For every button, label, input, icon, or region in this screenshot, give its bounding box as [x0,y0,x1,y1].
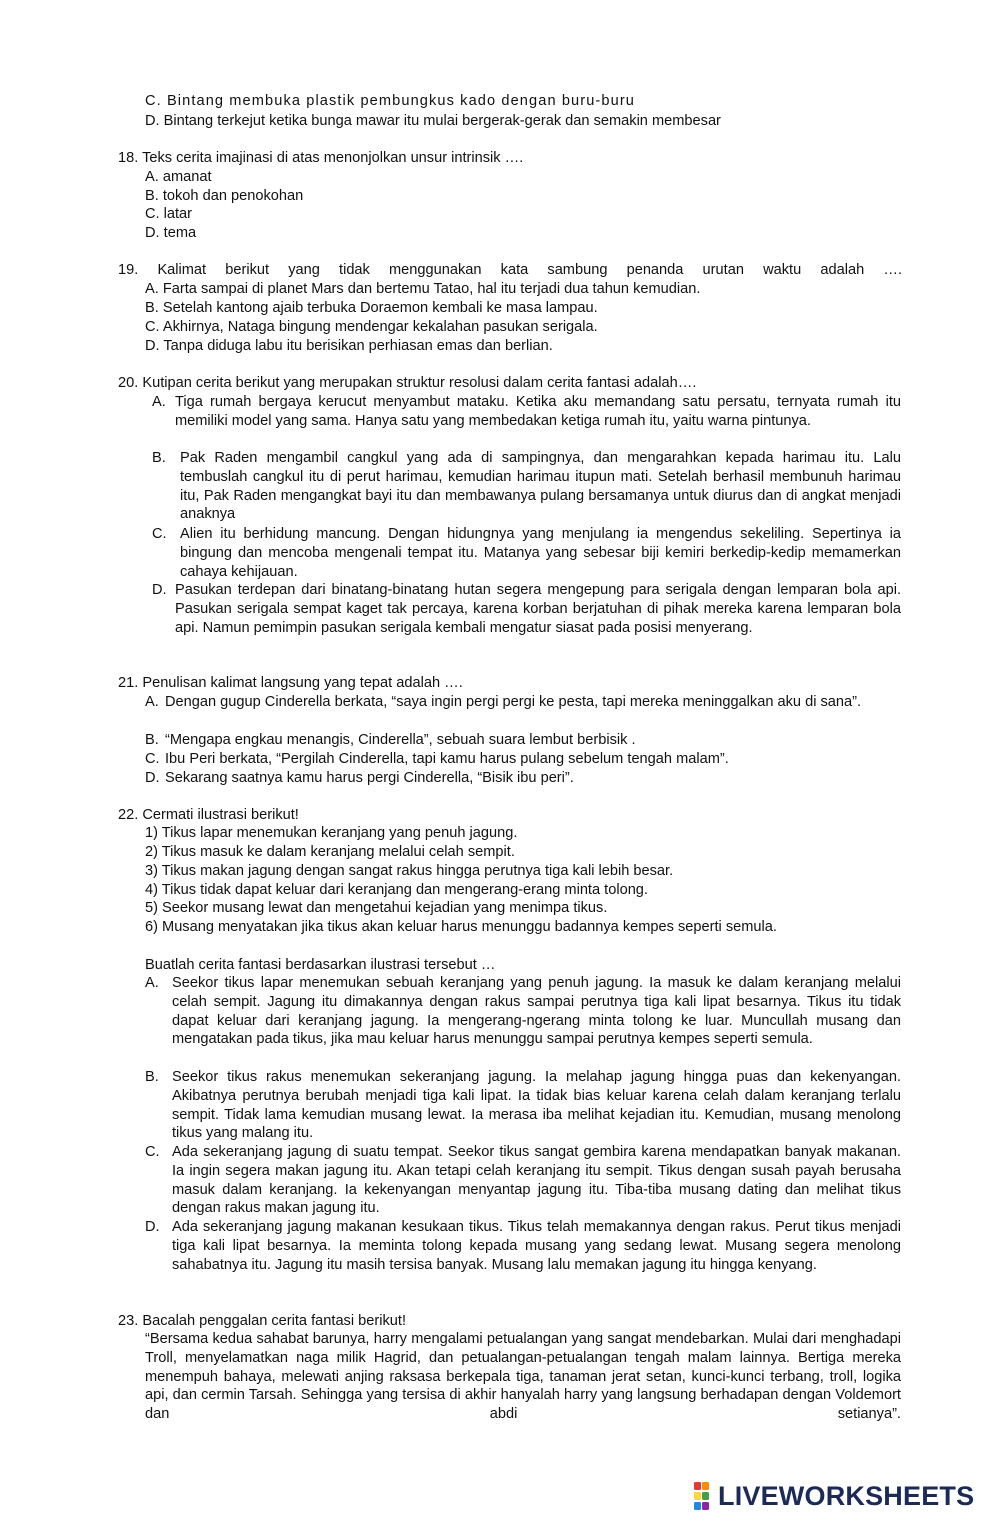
q22-option-a-text: Seekor tikus lapar menemukan sebuah keranjang yang penuh jagung. Ia masuk ke dalam keranjang melalui celah sempit. Jagung itu dimakannya dengan rakus sampai perutnya tiga kali lipat besarnya. Tikus itu tidak dapat keluar dari keranjang jagung. Ia mengerang-ngerang minta tolong ke luar. Muncullah musang dan mengatakan pada tikus, jika mau keluar harus menunggu sampai perutnya kempes seperti semula. [172,975,901,1048]
q20-option-c-text: Alien itu berhidung mancung. Dengan hidungnya yang menjulang ia mengendus sekeliling. Sepertinya ia bingung dan mencoba mengenali tempat itu. Matanya yang sebesar biji kemiri berkedip-kedip memamerkan cahaya kehijauan. [180,526,901,580]
q20-option-c[interactable] [180,525,901,581]
q22-option-b-text: Seekor tikus rakus menemukan sekeranjang jagung. Ia melahap jagung hingga puas dan kekenyangan. Akibatnya perutnya berubah menjadi tiga kali lipat. Ia tidak bias keluar karena celah dalam keranjang terlalu sempit. Tidak lama kemudian musang lewat. Ia merasa iba melihat kejadian itu. Kemudian, musang menolong tikus yang malang itu. [172,1069,901,1142]
q20-option-a-text: Tiga rumah bergaya kerucut menyambut mataku. Ketika aku memandang satu persatu, ternyata rumah itu memiliki model yang sama. Hanya satu yang membedakan ketiga rumah itu, yaitu warna pintunya. [175,394,901,429]
q20-option-d-label[interactable]: D. [152,582,167,598]
q22-option-b[interactable] [172,1068,901,1143]
q21-option-b-text[interactable]: “Mengapa engkau menangis, Cinderella”, sebuah suara lembut berbisik . [165,732,636,748]
q18-option-c[interactable]: C. latar [145,206,193,222]
q21-option-a-text: Dengan gugup Cinderella berkata, “saya ingin pergi pergi ke pesta, tapi mereka meninggalkan aku di sana”. [165,694,862,710]
q21-option-a[interactable] [165,693,901,712]
q22-step-6: 6) Musang menyatakan jika tikus akan keluar harus menunggu badannya kempes seperti semula. [145,919,777,935]
q18-option-b[interactable]: B. tokoh dan penokohan [145,188,304,204]
q20-option-d[interactable] [175,581,901,637]
q18-stem: 18. Teks cerita imajinasi di atas menonjolkan unsur intrinsik …. [118,150,524,166]
q22-option-a-label[interactable]: A. [145,975,159,991]
q23-passage-text: “Bersama kedua sahabat barunya, harry mengalami petualangan yang sangat mendebarkan. Mulai dari menghadapi Troll, menyelamatkan naga milik Hagrid, dan petualangan-petualangan tengah malam lainnya. Bertiga mereka menempuh bahaya, melewati anjing raksasa berkepala tiga, tanaman jerat setan, kunci-kunci terbang, troll, logika api, dan cermin Tarsah. Sehingga yang tersisa di akhir hanyalah harry yang langsung berhadapan dengan Voldemort dan abdi setianya”. [145,1331,901,1423]
q19-stem: 19. Kalimat berikut yang tidak menggunakan kata sambung penanda urutan waktu adalah …. [118,262,902,278]
q22-instruction: Buatlah cerita fantasi berdasarkan ilustrasi tersebut … [145,957,496,973]
q21-option-a-label[interactable]: A. [145,694,159,710]
logo-block-1 [694,1482,701,1490]
q22-stem: 22. Cermati ilustrasi berikut! [118,807,299,823]
q22-option-c[interactable] [172,1143,901,1218]
q22-option-a[interactable] [172,974,901,1049]
q21-option-b-label[interactable]: B. [145,732,159,748]
q21-option-c-text[interactable]: Ibu Peri berkata, “Pergilah Cinderella, tapi kamu harus pulang sebelum tengah malam”. [165,751,729,767]
q22-step-4: 4) Tikus tidak dapat keluar dari keranjang dan mengerang-erang minta tolong. [145,882,648,898]
q19-option-b[interactable]: B. Setelah kantong ajaib terbuka Doraemon kembali ke masa lampau. [145,300,598,316]
q19-option-a[interactable]: A. Farta sampai di planet Mars dan bertemu Tatao, hal itu terjadi dua tahun kemudian. [145,281,701,297]
q21-stem: 21. Penulisan kalimat langsung yang tepat adalah …. [118,675,463,691]
q21-option-c-label[interactable]: C. [145,751,160,767]
q18-option-a[interactable]: A. amanat [145,169,212,185]
q22-option-c-label[interactable]: C. [145,1144,160,1160]
q21-option-d-label[interactable]: D. [145,770,160,786]
q22-step-2: 2) Tikus masuk ke dalam keranjang melalui celah sempit. [145,844,515,860]
q20-option-c-label[interactable]: C. [152,526,167,542]
prev-option-d: D. Bintang terkejut ketika bunga mawar itu mulai bergerak-gerak dan semakin membesar [145,113,721,129]
logo-block-5 [694,1502,701,1510]
q20-stem: 20. Kutipan cerita berikut yang merupakan struktur resolusi dalam cerita fantasi adalah…. [118,375,697,391]
logo-mark-icon [694,1481,718,1511]
q20-option-b-label[interactable]: B. [152,450,166,466]
q19-option-d[interactable]: D. Tanpa diduga labu itu berisikan perhiasan emas dan berlian. [145,338,553,354]
logo-block-6 [702,1502,709,1510]
q22-option-c-text: Ada sekeranjang jagung di suatu tempat. Seekor tikus sangat gembira karena mendapatkan banyak makanan. Ia ingin segera makan jagung itu. Akan tetapi celah keranjang itu sempit. Tikus dengan susah payah berusaha masuk dalam keranjang. Ia kekenyangan menyantap jagung itu. Tiba-tiba musang dating dan melihat tikus dengan rakus makan jagung itu. [172,1144,901,1217]
q20-option-b-text: Pak Raden mengambil cangkul yang ada di sampingnya, dan mengarahkan kepada harimau itu. Lalu tembuslah cangkul itu di perut harimau, kemudian harimau itupun mati. Setelah berhasil membunuh harimau itu, Pak Raden mengangkat bayi itu dan membawanya pulang bersamanya untuk diurus dan di angkat menjadi anaknya [180,450,901,523]
q22-step-1: 1) Tikus lapar menemukan keranjang yang penuh jagung. [145,825,518,841]
q20-option-b[interactable] [180,449,901,524]
q18-option-d[interactable]: D. tema [145,225,197,241]
q22-option-b-label[interactable]: B. [145,1069,159,1085]
q21-option-d-text[interactable]: Sekarang saatnya kamu harus pergi Cinderella, “Bisik ibu peri”. [165,770,574,786]
q22-option-d-label[interactable]: D. [145,1219,160,1235]
logo-block-2 [702,1482,709,1490]
q22-step-5: 5) Seekor musang lewat dan mengetahui kejadian yang menimpa tikus. [145,900,608,916]
liveworksheets-logo[interactable] [694,1478,974,1514]
q20-option-a-label[interactable]: A. [152,394,166,410]
q23-passage [145,1330,901,1424]
logo-block-3 [694,1492,701,1500]
q20-option-d-text: Pasukan terdepan dari binatang-binatang hutan segera mengepung para serigala dengan lemparan bola api. Pasukan serigala sempat kaget tak percaya, karena korban berjatuhan di pihak mereka karena lemparan bola api. Namun pemimpin pasukan serigala kembali mengatur siasat pada posisi menyerang. [175,582,901,636]
logo-block-4 [702,1492,709,1500]
prev-option-c: C. Bintang membuka plastik pembungkus kado dengan buru-buru [145,93,635,109]
logo-text: LIVEWORKSHEETS [718,1480,975,1511]
q22-option-d[interactable] [172,1218,901,1274]
q23-stem: 23. Bacalah penggalan cerita fantasi berikut! [118,1313,407,1329]
q19-option-c[interactable]: C. Akhirnya, Nataga bingung mendengar kekalahan pasukan serigala. [145,319,598,335]
q22-step-3: 3) Tikus makan jagung dengan sangat rakus hingga perutnya tiga kali lebih besar. [145,863,674,879]
q22-option-d-text: Ada sekeranjang jagung makanan kesukaan tikus. Tikus telah memakannya dengan rakus. Perut tikus menjadi tiga kali lipat besarnya. Ia meminta tolong kepada musang yang sedang lewat. Musang segera menolong sahabatnya itu. Jagung itu masih tersisa banyak. Musang lalu memakan jagung itu hingga kenyang. [172,1219,901,1273]
q20-option-a[interactable] [175,393,901,431]
